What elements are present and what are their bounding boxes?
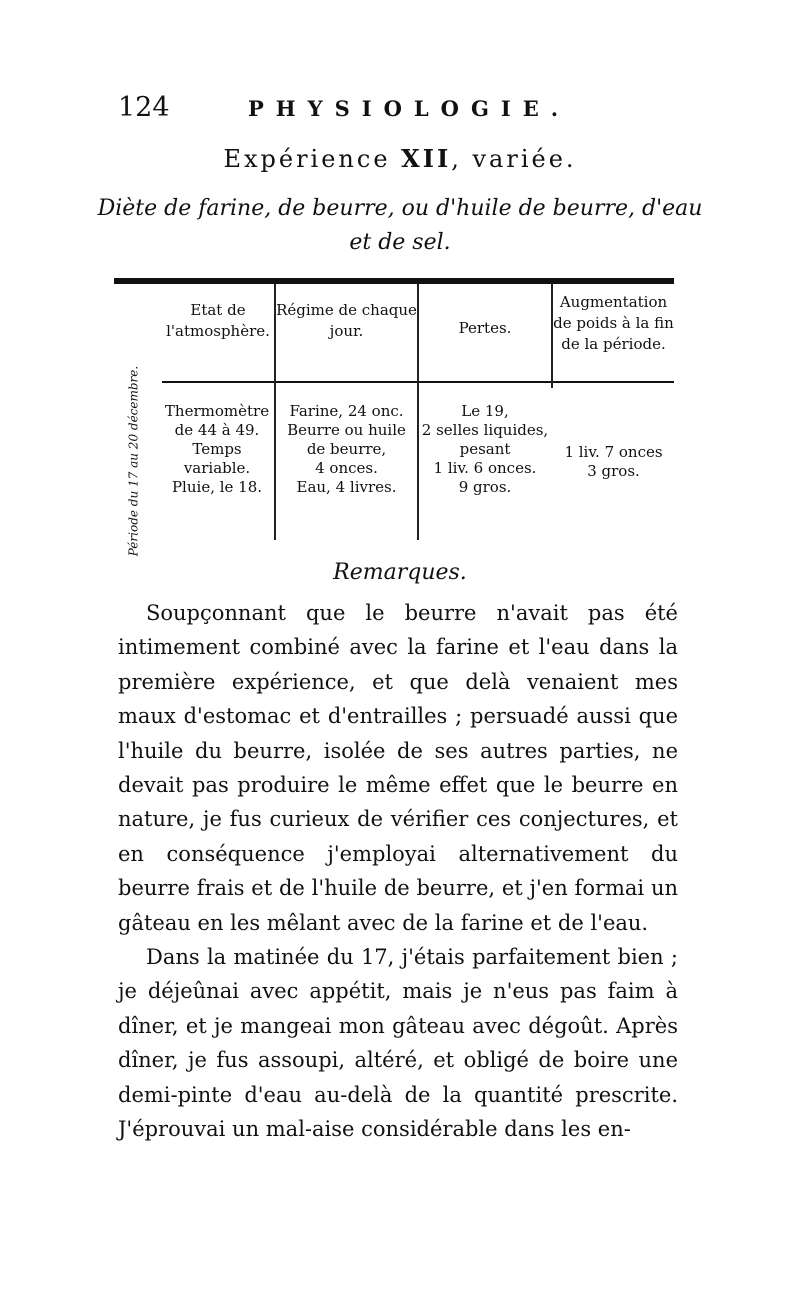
experiment-number: XII xyxy=(401,144,452,173)
cell-line: Eau, 4 livres. xyxy=(296,478,397,496)
cell-regime xyxy=(276,402,417,497)
cell-atmosphere xyxy=(158,402,276,497)
experiment-subtitle: Diète de farine, de beurre, ou d'huile de beurre, d'eau et de sel. xyxy=(97,196,703,255)
cell-line: 1 liv. 6 onces. xyxy=(433,459,537,477)
experiment-suffix: , variée. xyxy=(451,145,577,173)
cell-line: 2 selles liquides, xyxy=(421,421,549,439)
cell-line: Le 19, xyxy=(461,402,509,420)
cell-pertes xyxy=(419,402,551,497)
remarks-heading: Remarques. xyxy=(333,560,467,585)
cell-line: Pluie, le 18. xyxy=(171,478,263,496)
paragraph: Dans la matinée du 17, j'étais parfaitement bien ; je déjeûnai avec appétit, mais je n'eus pas faim à dîner, et je mangeai mon gâteau avec dégoût. Après dîner, je fus assoupi, altéré, et obligé de boire une demi-pinte d'eau au-delà de la quantité prescrite. J'éprouvai un mal-aise considérable dans les en- xyxy=(118,945,678,1142)
experiment-prefix: Expérience xyxy=(223,145,402,173)
header-augmentation: Augmentation de poids à la fin de la période. xyxy=(553,293,674,353)
cell-line: 9 gros. xyxy=(458,478,512,496)
cell-line: Beurre ou huile xyxy=(287,421,406,439)
cell-line: de beurre, xyxy=(306,440,387,458)
cell-line: variable. xyxy=(183,459,251,477)
running-head xyxy=(118,92,678,132)
cell-line: pesant xyxy=(459,440,511,458)
body-text xyxy=(118,596,678,1147)
header-pertes: Pertes. xyxy=(458,319,512,337)
paragraph: Soupçonnant que le beurre n'avait pas été intimement combiné avec la farine et l'eau dans la première expérience, et que delà venaient mes maux d'estomac et d'entrailles ; persuadé aussi que l'huile du beurre, isolée de ses autres parties, ne devait pas produire le même effet que le beurre en nature, je fus curieux de vérifier ces conjectures, et en conséquence j'employai alternativement du beurre frais et de l'huile de beurre, et j'en formai un gâteau en les mêlant avec de la farine et de l'eau. xyxy=(118,601,678,935)
cell-line: 4 onces. xyxy=(315,459,378,477)
experiment-title xyxy=(0,144,800,173)
data-table xyxy=(114,278,674,557)
cell-line: 1 liv. 7 onces xyxy=(564,443,663,461)
cell-line: Thermomètre xyxy=(164,402,270,420)
header-atmosphere: Etat de l'atmosphère. xyxy=(166,301,270,340)
header-regime: Régime de chaque jour. xyxy=(276,301,417,340)
cell-line: 3 gros. xyxy=(587,462,640,480)
cell-augmentation xyxy=(553,443,674,481)
cell-line: de 44 à 49. xyxy=(174,421,260,439)
cell-line: Farine, 24 onc. xyxy=(289,402,404,420)
page-number: 124 xyxy=(118,92,170,123)
cell-line: Temps xyxy=(192,440,242,458)
table-top-rule xyxy=(114,278,674,284)
running-title: PHYSIOLOGIE. xyxy=(248,96,571,121)
period-label: Période du 17 au 20 décembre. xyxy=(126,365,141,557)
